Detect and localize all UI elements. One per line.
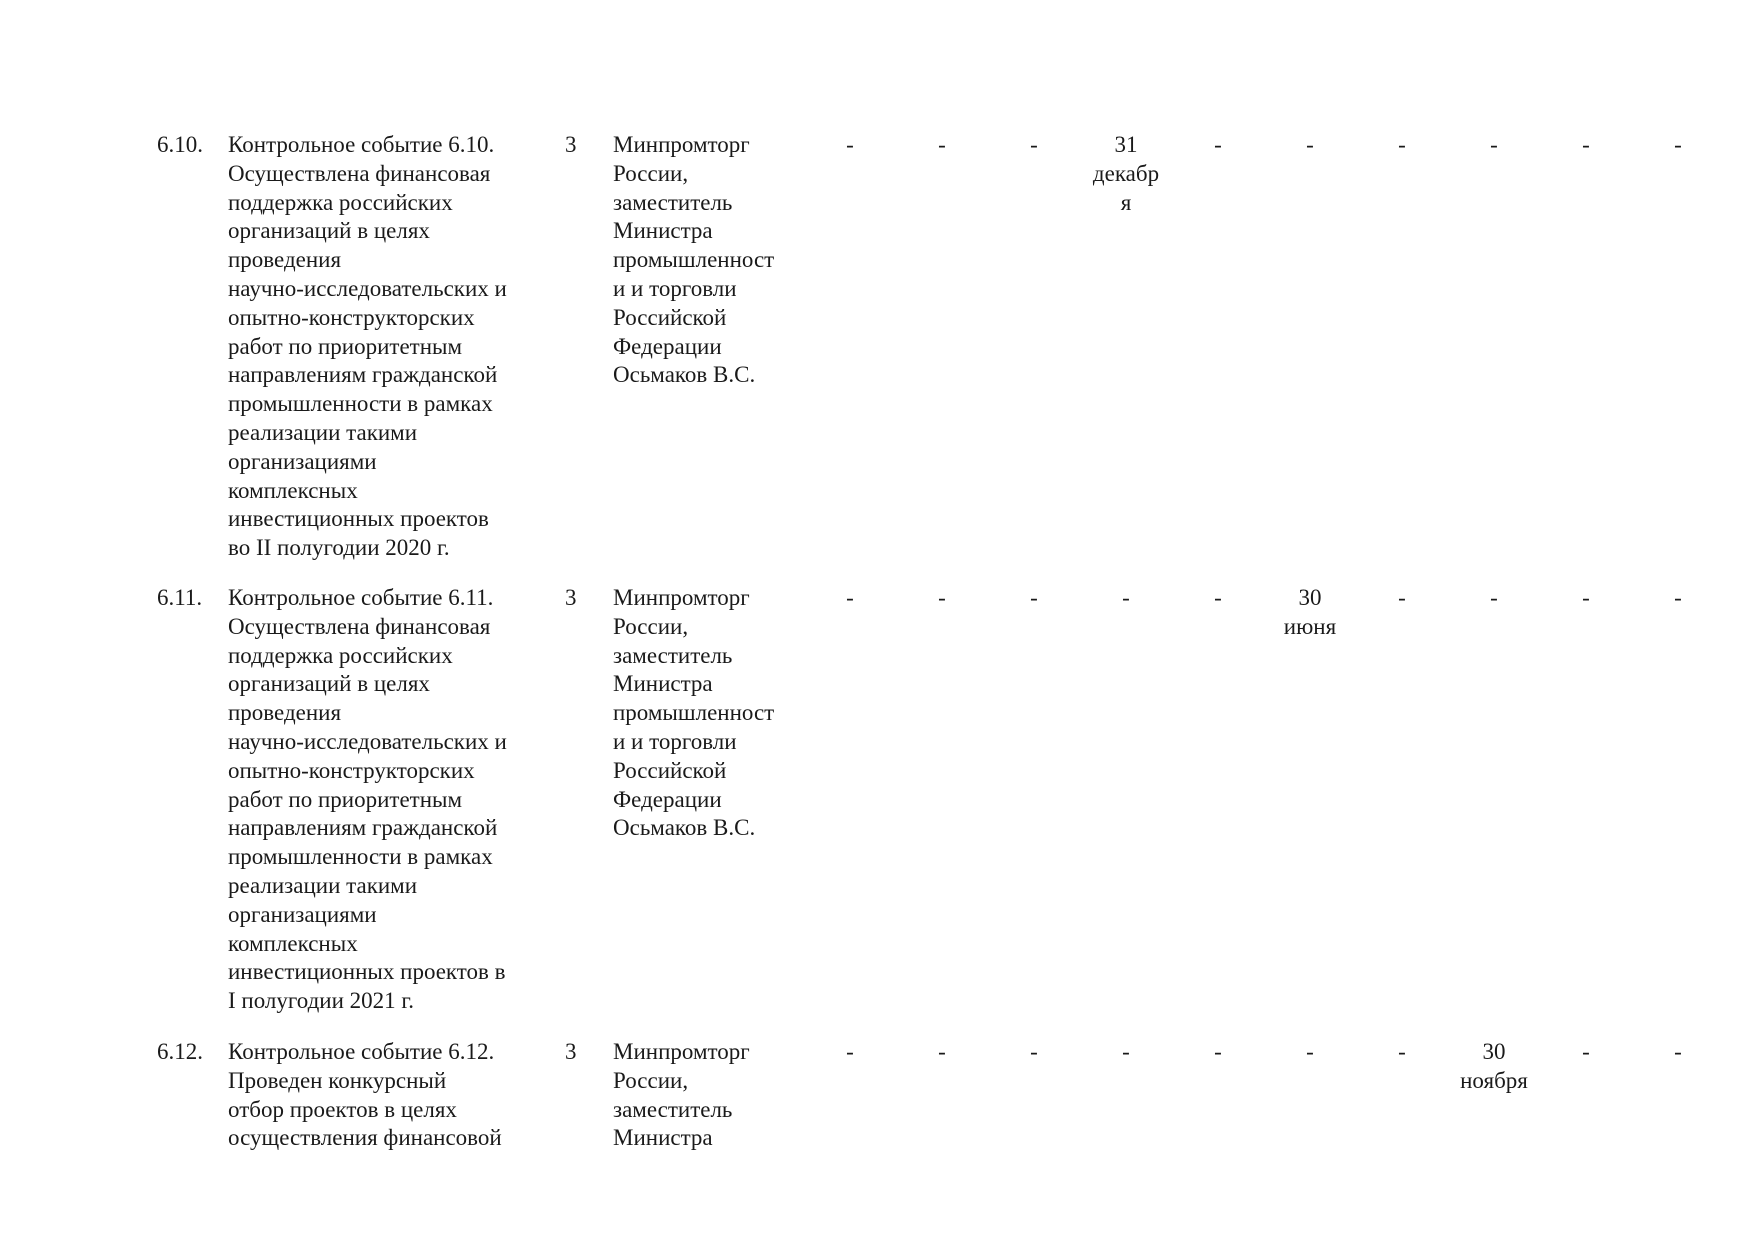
responsible-executor: Минпромторг России, заместитель Министра промышленност и и торговли Российской Федерации Осьмаков В.С. bbox=[613, 132, 775, 388]
date-cell: - bbox=[1122, 1039, 1130, 1064]
date-cell: - bbox=[1214, 1039, 1222, 1064]
event-description: Контрольное событие 6.11. Осуществлена финансовая поддержка российских организаций в целях проведения научно-исследовательских и опытно-конструкторских работ по приоритетным направлениям гражданской промышленности в рамках реализации такими организациями комплексных инвестиционных проектов в I полугодии 2021 г. bbox=[228, 585, 507, 1014]
date-cell: - bbox=[1214, 585, 1222, 610]
date-cell: - bbox=[1122, 585, 1130, 610]
date-cell: - bbox=[1582, 132, 1590, 157]
date-cell: 30 ноября bbox=[1460, 1039, 1528, 1093]
date-cell: 31 декабр я bbox=[1092, 132, 1160, 215]
date-cell: - bbox=[1306, 132, 1314, 157]
date-cell: - bbox=[846, 132, 854, 157]
event-description: Контрольное событие 6.10. Осуществлена финансовая поддержка российских организаций в целях проведения научно-исследовательских и опытно-конструкторских работ по приоритетным направлениям гражданской промышленности в рамках реализации такими организациями комплексных инвестиционных проектов во II полугодии 2020 г. bbox=[228, 132, 507, 561]
date-cell: - bbox=[938, 132, 946, 157]
date-cell: - bbox=[1030, 132, 1038, 157]
date-cell: - bbox=[1398, 132, 1406, 157]
date-cell: - bbox=[846, 585, 854, 610]
date-cell: - bbox=[1490, 132, 1498, 157]
row-number: 6.12. bbox=[157, 1039, 203, 1064]
date-cell: - bbox=[1030, 1039, 1038, 1064]
date-cell: 30 июня bbox=[1283, 585, 1337, 639]
date-cell: - bbox=[1582, 585, 1590, 610]
row-number: 6.10. bbox=[157, 132, 203, 157]
event-level: 3 bbox=[565, 132, 577, 157]
date-cell: - bbox=[1214, 132, 1222, 157]
date-cell: - bbox=[938, 1039, 946, 1064]
date-cell: - bbox=[1398, 1039, 1406, 1064]
date-cell: - bbox=[1398, 585, 1406, 610]
date-cell: - bbox=[1674, 585, 1682, 610]
date-cell: - bbox=[1674, 1039, 1682, 1064]
row-number: 6.11. bbox=[157, 585, 203, 610]
date-cell: - bbox=[846, 1039, 854, 1064]
date-cell: - bbox=[1030, 585, 1038, 610]
date-cell: - bbox=[1674, 132, 1682, 157]
responsible-executor: Минпромторг России, заместитель Министра промышленност и и торговли Российской Федерации Осьмаков В.С. bbox=[613, 585, 775, 841]
date-cell: - bbox=[1306, 1039, 1314, 1064]
date-cell: - bbox=[938, 585, 946, 610]
event-level: 3 bbox=[565, 1039, 577, 1064]
date-cell: - bbox=[1490, 585, 1498, 610]
event-level: 3 bbox=[565, 585, 577, 610]
date-cell: - bbox=[1582, 1039, 1590, 1064]
event-description: Контрольное событие 6.12. Проведен конкурсный отбор проектов в целях осуществления финансовой bbox=[228, 1039, 502, 1151]
responsible-executor: Минпромторг России, заместитель Министра bbox=[613, 1039, 750, 1151]
